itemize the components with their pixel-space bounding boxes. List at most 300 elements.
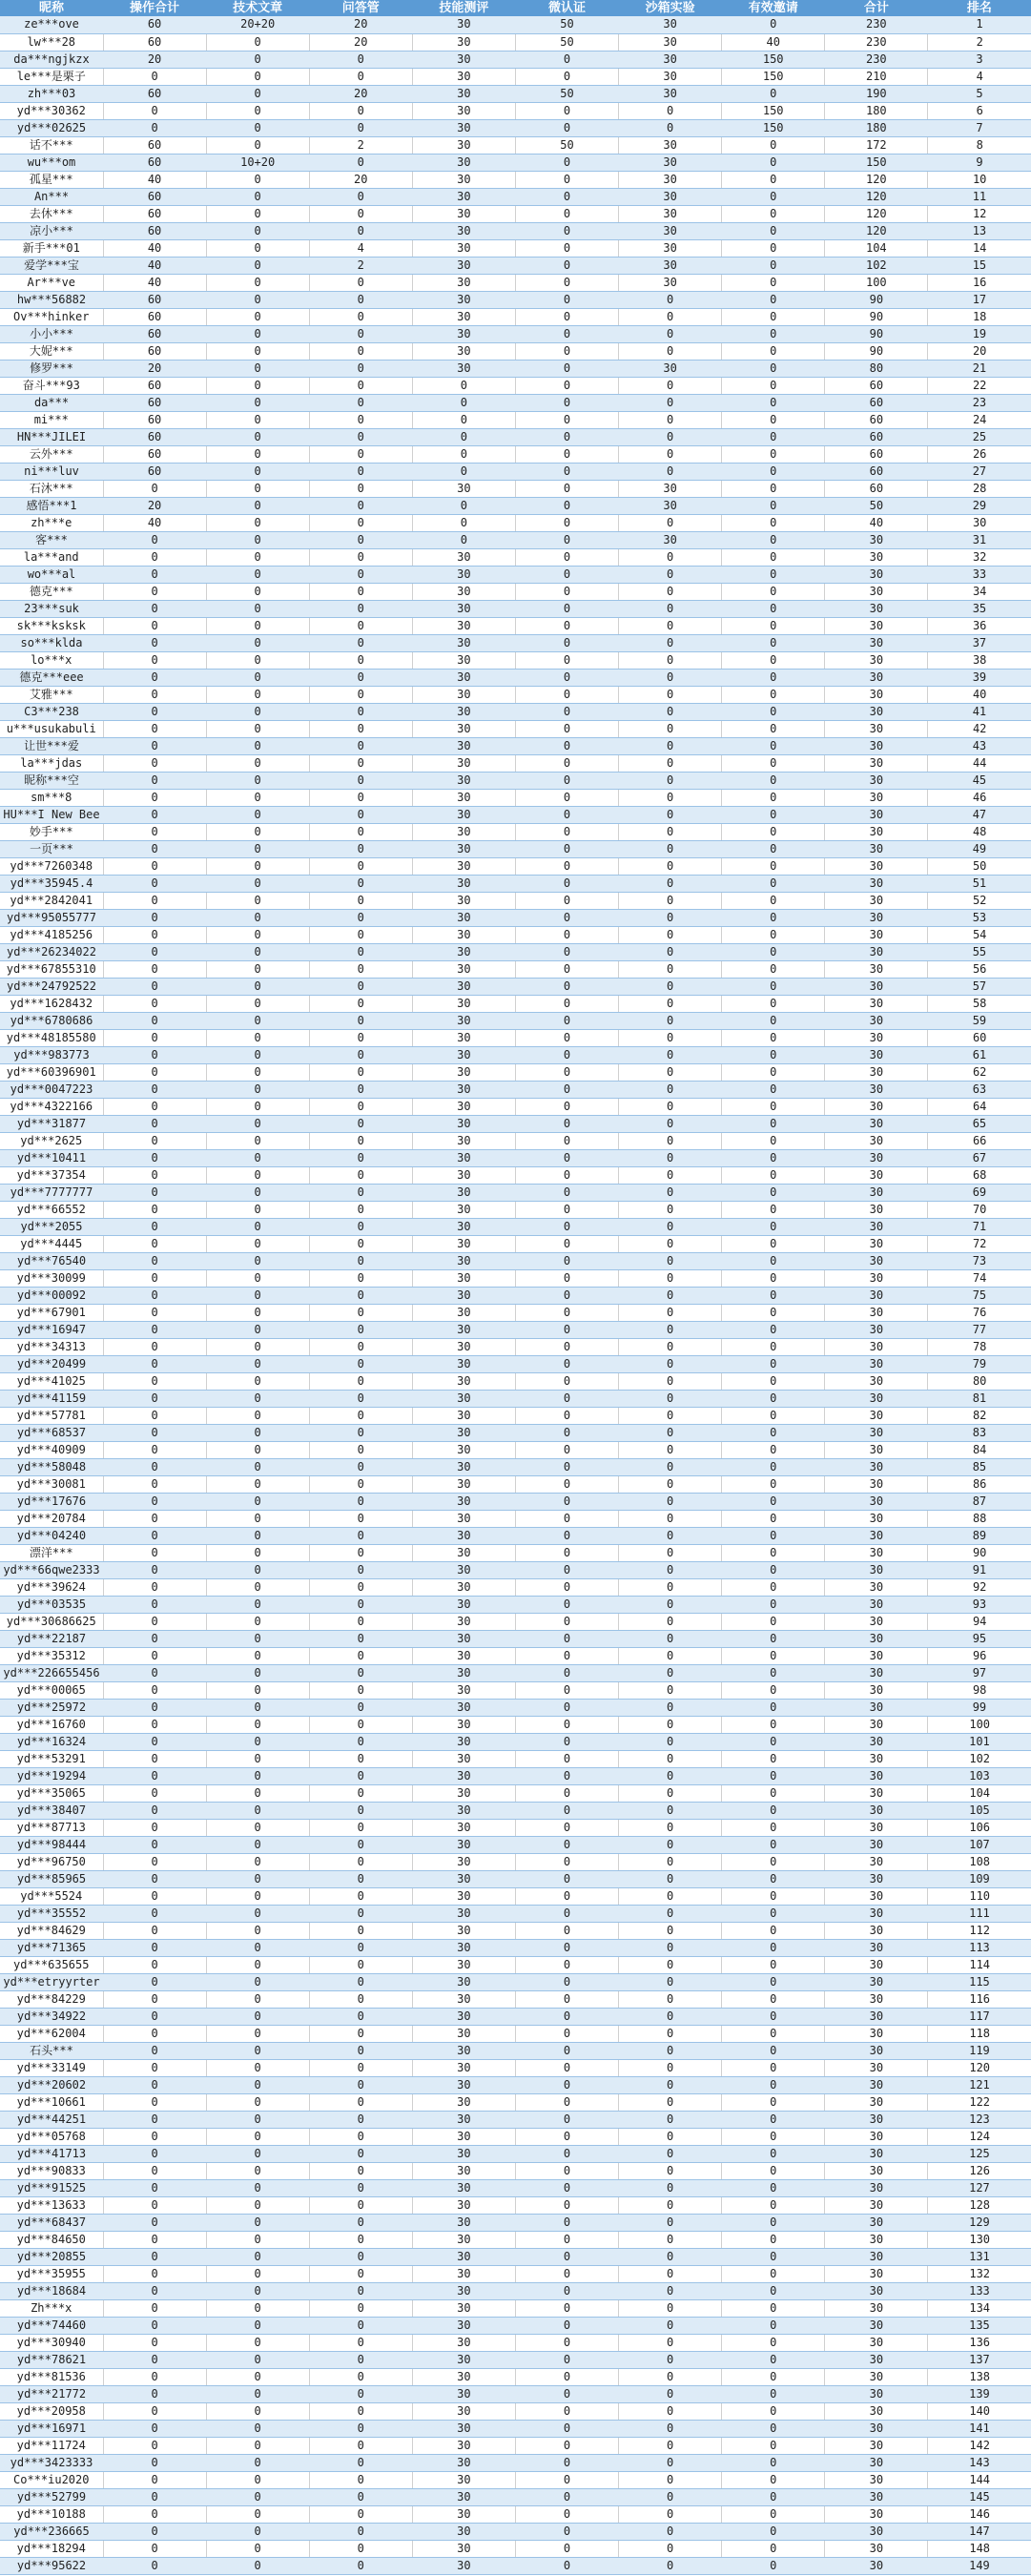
cell-operation-total: 0 <box>103 1269 206 1287</box>
cell-micro-cert: 0 <box>515 1012 618 1029</box>
cell-valid-invites: 0 <box>722 686 825 703</box>
cell-total: 172 <box>825 136 928 154</box>
cell-rank: 80 <box>928 1372 1031 1390</box>
cell-rank: 107 <box>928 1836 1031 1853</box>
cell-nickname: yd***66qwe2333 <box>0 1561 103 1578</box>
cell-rank: 34 <box>928 583 1031 600</box>
cell-skill-assessment: 30 <box>412 2145 515 2162</box>
cell-operation-total: 0 <box>103 857 206 875</box>
cell-nickname: Zh***x <box>0 2299 103 2317</box>
cell-valid-invites: 0 <box>722 1390 825 1407</box>
cell-skill-assessment: 30 <box>412 2488 515 2505</box>
cell-qa: 0 <box>309 634 412 651</box>
cell-skill-assessment: 0 <box>412 428 515 445</box>
cell-nickname: yd***41713 <box>0 2145 103 2162</box>
cell-qa: 0 <box>309 1905 412 1922</box>
cell-sandbox-lab: 0 <box>619 1218 722 1235</box>
cell-nickname: yd***98444 <box>0 1836 103 1853</box>
cell-rank: 134 <box>928 2299 1031 2317</box>
cell-operation-total: 60 <box>103 222 206 239</box>
cell-qa: 0 <box>309 737 412 754</box>
cell-tech-articles: 0 <box>206 2334 309 2351</box>
cell-total: 30 <box>825 1407 928 1424</box>
cell-operation-total: 0 <box>103 1441 206 1458</box>
cell-sandbox-lab: 0 <box>619 1561 722 1578</box>
table-row <box>0 566 1031 583</box>
cell-rank: 109 <box>928 1870 1031 1887</box>
cell-qa: 0 <box>309 2076 412 2093</box>
table-row <box>0 583 1031 600</box>
cell-operation-total: 0 <box>103 583 206 600</box>
cell-tech-articles: 0 <box>206 823 309 840</box>
cell-tech-articles: 0 <box>206 2523 309 2540</box>
cell-tech-articles: 0 <box>206 857 309 875</box>
cell-operation-total: 0 <box>103 651 206 669</box>
cell-total: 30 <box>825 2402 928 2420</box>
cell-qa: 2 <box>309 257 412 274</box>
cell-total: 230 <box>825 51 928 68</box>
cell-sandbox-lab: 0 <box>619 2505 722 2523</box>
cell-total: 30 <box>825 1046 928 1063</box>
cell-qa: 0 <box>309 1681 412 1699</box>
table-row <box>0 480 1031 497</box>
cell-skill-assessment: 30 <box>412 669 515 686</box>
cell-micro-cert: 0 <box>515 1664 618 1681</box>
cell-qa: 0 <box>309 875 412 892</box>
cell-sandbox-lab: 0 <box>619 720 722 737</box>
table-row <box>0 1287 1031 1304</box>
cell-rank: 116 <box>928 1990 1031 2008</box>
cell-operation-total: 0 <box>103 1115 206 1132</box>
cell-nickname: yd***24792522 <box>0 978 103 995</box>
cell-nickname: sm***8 <box>0 789 103 806</box>
cell-micro-cert: 0 <box>515 1561 618 1578</box>
table-row <box>0 1269 1031 1287</box>
cell-skill-assessment: 30 <box>412 1802 515 1819</box>
cell-total: 30 <box>825 2282 928 2299</box>
cell-nickname: yd***13633 <box>0 2196 103 2214</box>
cell-tech-articles: 0 <box>206 2351 309 2368</box>
table-row <box>0 875 1031 892</box>
cell-operation-total: 0 <box>103 926 206 943</box>
cell-nickname: yd***20958 <box>0 2402 103 2420</box>
cell-qa: 0 <box>309 1870 412 1887</box>
cell-valid-invites: 0 <box>722 1819 825 1836</box>
cell-valid-invites: 0 <box>722 1887 825 1905</box>
cell-micro-cert: 0 <box>515 1596 618 1613</box>
cell-tech-articles: 0 <box>206 2437 309 2454</box>
cell-skill-assessment: 30 <box>412 102 515 119</box>
cell-total: 30 <box>825 2196 928 2214</box>
cell-sandbox-lab: 0 <box>619 1115 722 1132</box>
cell-micro-cert: 0 <box>515 926 618 943</box>
cell-rank: 31 <box>928 531 1031 548</box>
cell-nickname: yd***74460 <box>0 2317 103 2334</box>
cell-nickname: C3***238 <box>0 703 103 720</box>
table-row <box>0 548 1031 566</box>
table-row <box>0 2076 1031 2093</box>
cell-skill-assessment: 30 <box>412 617 515 634</box>
cell-total: 30 <box>825 686 928 703</box>
cell-valid-invites: 0 <box>722 1269 825 1287</box>
cell-nickname: 小小*** <box>0 325 103 342</box>
cell-qa: 0 <box>309 1544 412 1561</box>
cell-valid-invites: 150 <box>722 68 825 85</box>
table-row <box>0 960 1031 978</box>
table-row <box>0 342 1031 360</box>
cell-tech-articles: 0 <box>206 1338 309 1355</box>
header-row <box>0 0 1031 16</box>
cell-rank: 145 <box>928 2488 1031 2505</box>
cell-micro-cert: 0 <box>515 360 618 377</box>
cell-total: 30 <box>825 1321 928 1338</box>
cell-operation-total: 0 <box>103 1304 206 1321</box>
cell-qa: 0 <box>309 1527 412 1544</box>
cell-rank: 135 <box>928 2317 1031 2334</box>
cell-nickname: yd***3423333 <box>0 2454 103 2471</box>
cell-total: 30 <box>825 1681 928 1699</box>
cell-rank: 75 <box>928 1287 1031 1304</box>
cell-micro-cert: 0 <box>515 394 618 411</box>
cell-rank: 73 <box>928 1252 1031 1269</box>
cell-micro-cert: 0 <box>515 1853 618 1870</box>
cell-micro-cert: 0 <box>515 1870 618 1887</box>
cell-qa: 0 <box>309 1424 412 1441</box>
cell-micro-cert: 0 <box>515 2420 618 2437</box>
cell-valid-invites: 0 <box>722 1321 825 1338</box>
table-row <box>0 651 1031 669</box>
cell-qa: 2 <box>309 136 412 154</box>
cell-operation-total: 0 <box>103 875 206 892</box>
cell-rank: 48 <box>928 823 1031 840</box>
cell-valid-invites: 0 <box>722 2420 825 2437</box>
cell-qa: 0 <box>309 995 412 1012</box>
cell-rank: 58 <box>928 995 1031 1012</box>
cell-tech-articles: 0 <box>206 2420 309 2437</box>
cell-operation-total: 20 <box>103 360 206 377</box>
cell-tech-articles: 0 <box>206 325 309 342</box>
cell-skill-assessment: 0 <box>412 394 515 411</box>
cell-tech-articles: 0 <box>206 1235 309 1252</box>
cell-qa: 0 <box>309 2196 412 2214</box>
cell-operation-total: 60 <box>103 342 206 360</box>
cell-micro-cert: 0 <box>515 1578 618 1596</box>
cell-rank: 67 <box>928 1149 1031 1166</box>
cell-qa: 0 <box>309 1252 412 1269</box>
cell-total: 30 <box>825 1493 928 1510</box>
cell-valid-invites: 0 <box>722 463 825 480</box>
cell-nickname: la***and <box>0 548 103 566</box>
table-row <box>0 2334 1031 2351</box>
cell-operation-total: 0 <box>103 789 206 806</box>
cell-total: 60 <box>825 377 928 394</box>
cell-total: 100 <box>825 274 928 291</box>
cell-qa: 0 <box>309 1184 412 1201</box>
cell-operation-total: 60 <box>103 188 206 205</box>
cell-skill-assessment: 30 <box>412 772 515 789</box>
cell-valid-invites: 0 <box>722 2523 825 2540</box>
cell-nickname: yd***37354 <box>0 1166 103 1184</box>
cell-nickname: yd***25972 <box>0 1699 103 1716</box>
cell-sandbox-lab: 0 <box>619 909 722 926</box>
cell-sandbox-lab: 0 <box>619 2076 722 2093</box>
cell-tech-articles: 0 <box>206 1527 309 1544</box>
cell-rank: 36 <box>928 617 1031 634</box>
cell-operation-total: 0 <box>103 2111 206 2128</box>
cell-total: 30 <box>825 875 928 892</box>
cell-nickname: yd***5524 <box>0 1887 103 1905</box>
cell-micro-cert: 0 <box>515 1973 618 1990</box>
header-operation-total: 操作合计 <box>130 1 180 15</box>
cell-nickname: 客*** <box>0 531 103 548</box>
cell-total: 30 <box>825 978 928 995</box>
cell-valid-invites: 0 <box>722 257 825 274</box>
cell-nickname: yd***00092 <box>0 1287 103 1304</box>
cell-sandbox-lab: 0 <box>619 463 722 480</box>
header-total: 合计 <box>863 1 889 15</box>
cell-micro-cert: 0 <box>515 1544 618 1561</box>
cell-skill-assessment: 30 <box>412 995 515 1012</box>
cell-micro-cert: 0 <box>515 857 618 875</box>
cell-operation-total: 0 <box>103 2523 206 2540</box>
header-micro-cert: 微认证 <box>547 1 586 15</box>
cell-rank: 74 <box>928 1269 1031 1287</box>
table-row <box>0 2523 1031 2540</box>
cell-qa: 0 <box>309 1819 412 1836</box>
cell-qa: 0 <box>309 1990 412 2008</box>
cell-micro-cert: 0 <box>515 1390 618 1407</box>
cell-nickname: 孤星*** <box>0 171 103 188</box>
cell-rank: 19 <box>928 325 1031 342</box>
cell-total: 30 <box>825 1699 928 1716</box>
cell-nickname: 大妮*** <box>0 342 103 360</box>
table-row <box>0 1973 1031 1990</box>
cell-nickname: yd***2842041 <box>0 892 103 909</box>
cell-rank: 144 <box>928 2471 1031 2488</box>
table-row <box>0 1098 1031 1115</box>
cell-operation-total: 0 <box>103 634 206 651</box>
cell-sandbox-lab: 0 <box>619 1338 722 1355</box>
cell-valid-invites: 0 <box>722 1132 825 1149</box>
cell-sandbox-lab: 0 <box>619 1887 722 1905</box>
cell-micro-cert: 0 <box>515 1063 618 1081</box>
cell-tech-articles: 0 <box>206 1922 309 1939</box>
cell-total: 30 <box>825 617 928 634</box>
cell-skill-assessment: 30 <box>412 325 515 342</box>
table-row <box>0 1784 1031 1802</box>
table-row <box>0 2402 1031 2420</box>
cell-operation-total: 0 <box>103 1973 206 1990</box>
cell-rank: 130 <box>928 2231 1031 2248</box>
cell-skill-assessment: 30 <box>412 1510 515 1527</box>
cell-operation-total: 20 <box>103 51 206 68</box>
cell-sandbox-lab: 0 <box>619 1304 722 1321</box>
cell-nickname: yd***16947 <box>0 1321 103 1338</box>
cell-rank: 139 <box>928 2385 1031 2402</box>
cell-tech-articles: 0 <box>206 737 309 754</box>
cell-sandbox-lab: 0 <box>619 2540 722 2557</box>
cell-micro-cert: 0 <box>515 1355 618 1372</box>
table-row <box>0 16 1031 33</box>
cell-nickname: 德克***eee <box>0 669 103 686</box>
cell-nickname: lw***28 <box>0 33 103 51</box>
cell-micro-cert: 0 <box>515 445 618 463</box>
cell-micro-cert: 0 <box>515 171 618 188</box>
cell-total: 30 <box>825 1235 928 1252</box>
cell-qa: 0 <box>309 2505 412 2523</box>
cell-total: 30 <box>825 2505 928 2523</box>
cell-operation-total: 0 <box>103 2299 206 2317</box>
cell-micro-cert: 0 <box>515 1201 618 1218</box>
cell-total: 30 <box>825 823 928 840</box>
cell-skill-assessment: 30 <box>412 2420 515 2437</box>
cell-total: 30 <box>825 703 928 720</box>
cell-skill-assessment: 30 <box>412 703 515 720</box>
cell-tech-articles: 0 <box>206 1081 309 1098</box>
cell-qa: 0 <box>309 497 412 514</box>
cell-valid-invites: 0 <box>722 2093 825 2111</box>
cell-total: 30 <box>825 2008 928 2025</box>
cell-operation-total: 0 <box>103 1561 206 1578</box>
cell-nickname: yd***38407 <box>0 1802 103 1819</box>
cell-nickname: yd***33149 <box>0 2059 103 2076</box>
cell-valid-invites: 0 <box>722 1458 825 1475</box>
cell-rank: 47 <box>928 806 1031 823</box>
cell-rank: 77 <box>928 1321 1031 1338</box>
cell-rank: 147 <box>928 2523 1031 2540</box>
cell-skill-assessment: 30 <box>412 239 515 257</box>
cell-nickname: 妙手*** <box>0 823 103 840</box>
table-row <box>0 1493 1031 1510</box>
cell-sandbox-lab: 0 <box>619 2471 722 2488</box>
cell-operation-total: 0 <box>103 823 206 840</box>
cell-micro-cert: 0 <box>515 772 618 789</box>
table-row <box>0 2231 1031 2248</box>
table-row <box>0 1235 1031 1252</box>
table-row <box>0 720 1031 737</box>
cell-skill-assessment: 30 <box>412 2265 515 2282</box>
cell-qa: 0 <box>309 342 412 360</box>
cell-micro-cert: 50 <box>515 16 618 33</box>
cell-micro-cert: 0 <box>515 1939 618 1956</box>
table-row <box>0 1596 1031 1613</box>
cell-total: 30 <box>825 1939 928 1956</box>
cell-operation-total: 0 <box>103 909 206 926</box>
table-row <box>0 1630 1031 1647</box>
cell-operation-total: 0 <box>103 2368 206 2385</box>
cell-skill-assessment: 30 <box>412 978 515 995</box>
cell-rank: 37 <box>928 634 1031 651</box>
cell-total: 30 <box>825 1149 928 1166</box>
cell-nickname: yd***2625 <box>0 1132 103 1149</box>
cell-tech-articles: 0 <box>206 463 309 480</box>
cell-operation-total: 60 <box>103 377 206 394</box>
cell-operation-total: 60 <box>103 411 206 428</box>
cell-nickname: Co***iu2020 <box>0 2471 103 2488</box>
cell-micro-cert: 0 <box>515 1699 618 1716</box>
table-row <box>0 1510 1031 1527</box>
cell-total: 30 <box>825 754 928 772</box>
table-row <box>0 2505 1031 2523</box>
table-row <box>0 205 1031 222</box>
cell-rank: 102 <box>928 1750 1031 1767</box>
cell-qa: 0 <box>309 1647 412 1664</box>
cell-tech-articles: 0 <box>206 651 309 669</box>
cell-skill-assessment: 30 <box>412 2231 515 2248</box>
cell-operation-total: 0 <box>103 1372 206 1390</box>
cell-rank: 70 <box>928 1201 1031 1218</box>
cell-rank: 87 <box>928 1493 1031 1510</box>
cell-tech-articles: 0 <box>206 514 309 531</box>
cell-skill-assessment: 30 <box>412 2299 515 2317</box>
cell-qa: 0 <box>309 1922 412 1939</box>
cell-rank: 99 <box>928 1699 1031 1716</box>
cell-valid-invites: 0 <box>722 548 825 566</box>
cell-tech-articles: 0 <box>206 1012 309 1029</box>
cell-qa: 0 <box>309 2317 412 2334</box>
cell-rank: 54 <box>928 926 1031 943</box>
cell-total: 210 <box>825 68 928 85</box>
cell-qa: 0 <box>309 1596 412 1613</box>
cell-qa: 0 <box>309 1956 412 1973</box>
cell-nickname: yd***20499 <box>0 1355 103 1372</box>
table-row <box>0 257 1031 274</box>
cell-qa: 0 <box>309 1578 412 1596</box>
cell-sandbox-lab: 0 <box>619 2317 722 2334</box>
cell-valid-invites: 0 <box>722 2059 825 2076</box>
table-row <box>0 1870 1031 1887</box>
cell-tech-articles: 0 <box>206 171 309 188</box>
cell-total: 190 <box>825 85 928 102</box>
cell-qa: 0 <box>309 2420 412 2437</box>
cell-tech-articles: 0 <box>206 1046 309 1063</box>
cell-total: 30 <box>825 2523 928 2540</box>
cell-tech-articles: 0 <box>206 1870 309 1887</box>
cell-nickname: yd***16760 <box>0 1716 103 1733</box>
cell-operation-total: 0 <box>103 1252 206 1269</box>
cell-qa: 0 <box>309 2145 412 2162</box>
cell-valid-invites: 0 <box>722 1098 825 1115</box>
table-row <box>0 171 1031 188</box>
cell-tech-articles: 0 <box>206 428 309 445</box>
cell-skill-assessment: 30 <box>412 291 515 308</box>
table-row <box>0 1767 1031 1784</box>
cell-rank: 143 <box>928 2454 1031 2471</box>
cell-skill-assessment: 30 <box>412 823 515 840</box>
cell-nickname: yd***84629 <box>0 1922 103 1939</box>
cell-qa: 0 <box>309 720 412 737</box>
cell-tech-articles: 0 <box>206 136 309 154</box>
cell-rank: 64 <box>928 1098 1031 1115</box>
cell-rank: 32 <box>928 548 1031 566</box>
cell-valid-invites: 0 <box>722 2128 825 2145</box>
cell-micro-cert: 0 <box>515 1750 618 1767</box>
table-row <box>0 119 1031 136</box>
cell-sandbox-lab: 0 <box>619 754 722 772</box>
cell-sandbox-lab: 30 <box>619 205 722 222</box>
cell-micro-cert: 0 <box>515 1681 618 1699</box>
cell-rank: 60 <box>928 1029 1031 1046</box>
cell-tech-articles: 0 <box>206 686 309 703</box>
cell-rank: 89 <box>928 1527 1031 1544</box>
cell-sandbox-lab: 0 <box>619 1853 722 1870</box>
table-row <box>0 978 1031 995</box>
cell-nickname: zh***03 <box>0 85 103 102</box>
cell-rank: 41 <box>928 703 1031 720</box>
cell-sandbox-lab: 0 <box>619 1647 722 1664</box>
cell-qa: 0 <box>309 1458 412 1475</box>
cell-rank: 28 <box>928 480 1031 497</box>
